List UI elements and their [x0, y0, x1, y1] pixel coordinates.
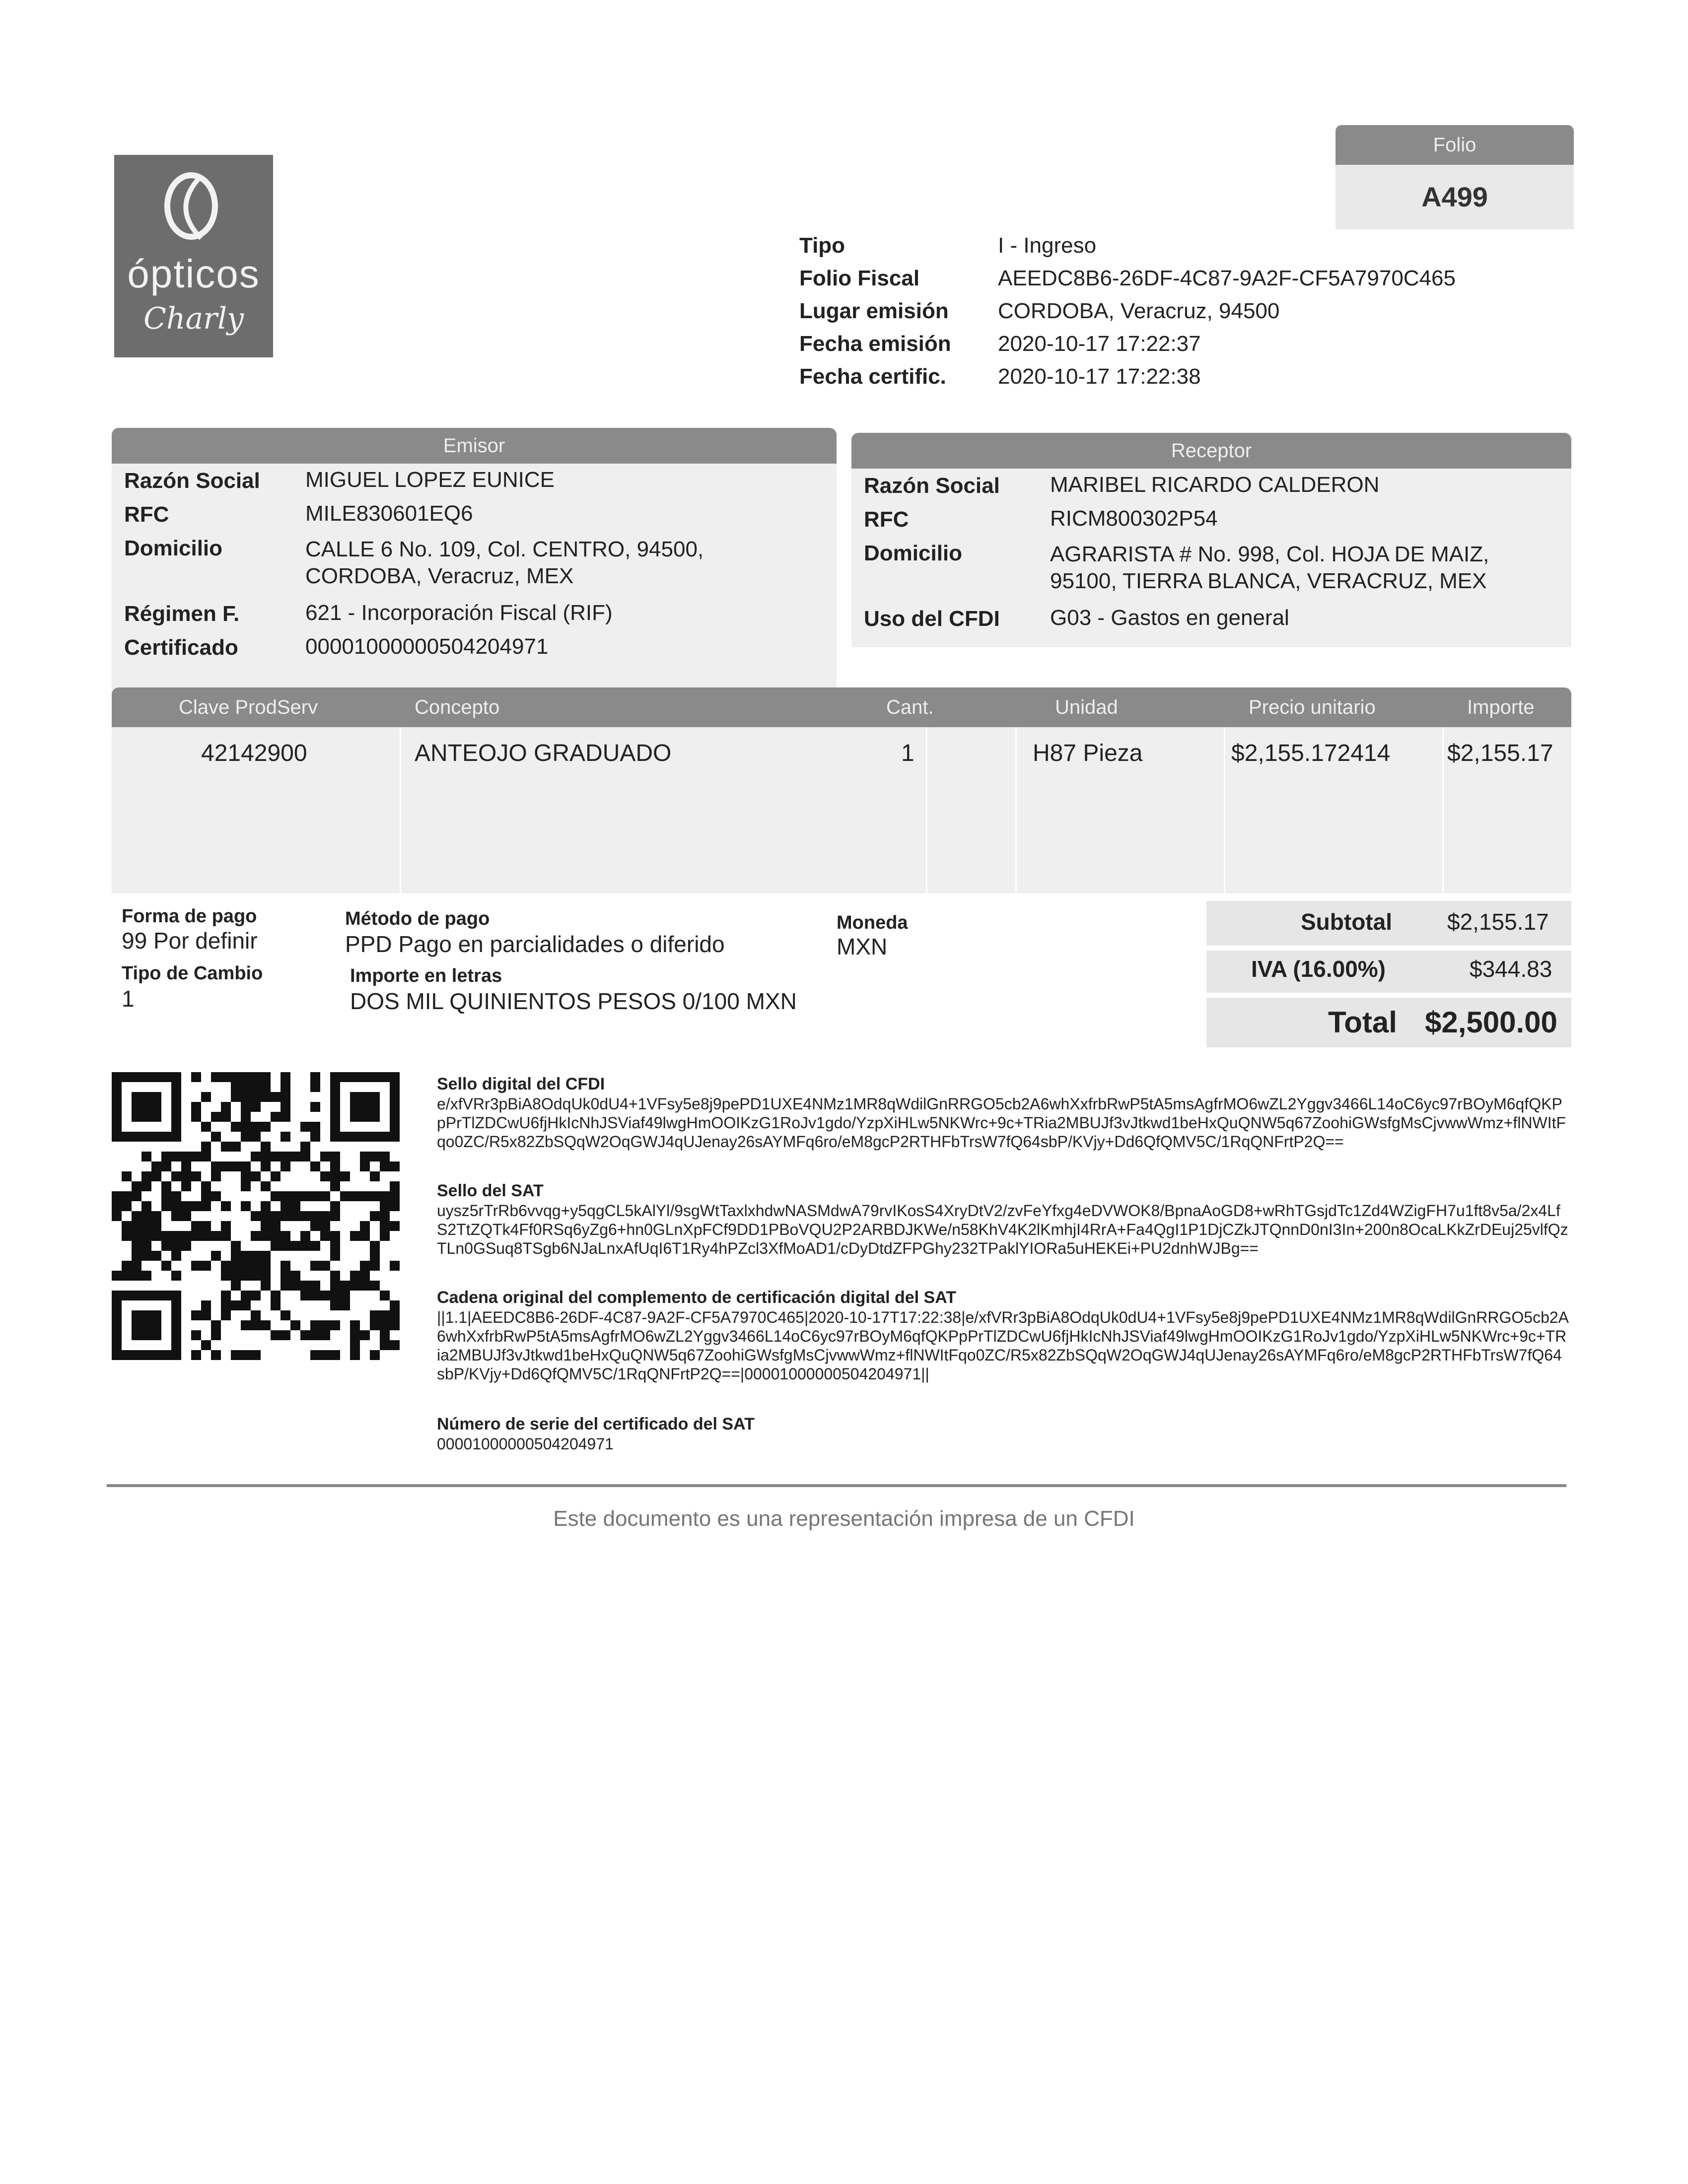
qr-code: [112, 1072, 400, 1360]
col-header-unidad: Unidad: [1055, 696, 1118, 718]
emisor-section: [112, 428, 837, 707]
col-header-importe: Importe: [1467, 696, 1535, 718]
emisor-certificado-label: Certificado: [124, 635, 238, 660]
col-header-cant: Cant.: [886, 696, 934, 718]
importe-letras-value: DOS MIL QUINIENTOS PESOS 0/100 MXN: [350, 988, 797, 1014]
logo-monogram-icon: [161, 169, 226, 243]
emisor-domicilio-value-line2: CORDOBA, Veracruz, MEX: [305, 564, 574, 588]
tipo-cambio-label: Tipo de Cambio: [122, 963, 263, 984]
iva-value: $344.83: [1470, 956, 1552, 982]
receptor-domicilio-value-line2: 95100, TIERRA BLANCA, VERACRUZ, MEX: [1050, 569, 1487, 593]
receptor-rfc-value: RICM800302P54: [1050, 506, 1218, 531]
col-header-clave: Clave ProdServ: [179, 696, 318, 718]
sello-sat-label: Sello del SAT: [437, 1181, 544, 1200]
fecha-emision-label: Fecha emisión: [799, 332, 951, 356]
emisor-rfc-label: RFC: [124, 502, 169, 527]
serie-certificado-value: 00001000000504204971: [437, 1435, 614, 1453]
moneda-label: Moneda: [837, 912, 908, 933]
cell-precio: $2,155.172414: [1231, 740, 1391, 766]
folio-fiscal-value: AEEDC8B6-26DF-4C87-9A2F-CF5A7970C465: [998, 266, 1456, 290]
fecha-emision-value: 2020-10-17 17:22:37: [998, 332, 1201, 356]
receptor-razon-label: Razón Social: [864, 474, 1000, 498]
cell-unidad: H87 Pieza: [1033, 740, 1143, 766]
iva-label: IVA (16.00%): [1251, 956, 1386, 982]
sello-sat-value: uysz5rTrRb6vvqg+y5qgCL5kAlYl/9sgWtTaxlxhdwNASMdwA79rvIKosS4XryDtV2/zvFeYfxg4eDVWOK8/BpnaAoGD8+wRhTGsjdTc1Zd4WZigFH7u1ft8v5a/2x4LfS2TtZQTk4Ff0RSq6yZg6+hn0GLnXpFCf9DD1PBoVQU2P2ARBDJKWe/n58KhV4K2lKmhjI4RrA+Fa4QgI1P1DjCZkJTQnnD0nI3In+200n8OcaLKkZrDEuj25vlfQzTLn0GSuq8TSgb6NJaLnxAfUqI6T1Ry4hPZcl3XfMoAD1/cDyDtdZFPGhy232TPaklYIORa5uHEKEi+PU2dnhWJBg==: [437, 1202, 1568, 1257]
receptor-body: [851, 469, 1571, 647]
subtotal-value: $2,155.17: [1447, 909, 1549, 935]
subtotal-label: Subtotal: [1301, 909, 1392, 935]
lugar-emision-value: CORDOBA, Veracruz, 94500: [998, 299, 1280, 323]
items-table-header: [112, 687, 1571, 727]
col-header-concepto: Concepto: [415, 696, 500, 718]
tipo-value: I - Ingreso: [998, 233, 1097, 258]
footer-note: Este documento es una representación impresa de un CFDI: [553, 1506, 1135, 1531]
receptor-uso-value: G03 - Gastos en general: [1050, 606, 1289, 630]
forma-pago-label: Forma de pago: [122, 906, 257, 927]
col-header-precio: Precio unitario: [1249, 696, 1376, 718]
metodo-pago-label: Método de pago: [345, 908, 490, 929]
tipo-cambio-value: 1: [122, 986, 135, 1012]
emisor-rfc-value: MILE830601EQ6: [305, 501, 473, 526]
cadena-original-label: Cadena original del complemento de certificación digital del SAT: [437, 1288, 957, 1307]
serie-certificado-label: Número de serie del certificado del SAT: [437, 1415, 755, 1433]
emisor-certificado-value: 00001000000504204971: [305, 634, 549, 659]
logo-script-text: Charly: [143, 301, 244, 336]
receptor-domicilio-value: AGRARISTA # No. 998, Col. HOJA DE MAIZ,: [1050, 542, 1489, 566]
emisor-domicilio-value: CALLE 6 No. 109, Col. CENTRO, 94500,: [305, 537, 704, 561]
sello-cfdi-value: e/xfVRr3pBiA8OdqUk0dU4+1VFsy5e8j9pePD1UXE4NMz1MR8qWdilGnRRGO5cb2A6whXxfrbRwP5tA5msAgfrMO6wZL2Yggv3466L14oC6yc97rBOyM6qfQKPpPrTlZDCwU6fjHkIcNhJSViaf49lwgHmOOIKzG1RoJv1gdo/YzpXiHLw5NKWrc+9c+TRia2MBUJf3vJtkwd1beHxQuQNW5q67ZoohiGWsfgMsCjvwwWmz+flNWItFqo0ZC/R5x82ZbSQqW2OqGWJ4qUJenay26sAYMFq6ro/eM8gcP2RTHFbTrsW7fQ64sbP/KVjy+Dd6QfQMV5C/1RqQNFrtP2Q==: [437, 1095, 1566, 1151]
importe-letras-label: Importe en letras: [350, 965, 502, 986]
cadena-original-value: ||1.1|AEEDC8B6-26DF-4C87-9A2F-CF5A7970C465|2020-10-17T17:22:38|e/xfVRr3pBiA8OdqUk0dU4+1VFsy5e8j9pePD1UXE4NMz1MR8qWdilGnRRGO5cb2A6whXxfrbRwP5tA5msAgfrMO6wZL2Yggv3466L14oC6yc97rBOyM6qfQKPpPrTlZDCwU6fjHkIcNhJSViaf49lwgHmOOIKzG1RoJv1gdo/YzpXiHLw5NKWrc+9c+TRia2MBUJf3vJtkwd1beHxQuQNW5q67ZoohiGWsfgMsCjvwwWmz+flNWItFqo0ZC/R5x82ZbSQqW2OqGWJ4qUJenay26sAYMFq6ro/eM8gcP2RTHFbTrsW7fQ64sbP/KVjy+Dd6QfQMV5C/1RqQNFrtP2Q==|00001000000504204971||: [437, 1308, 1569, 1383]
emisor-razon-label: Razón Social: [124, 469, 260, 493]
col-divider: [926, 727, 1017, 893]
fecha-certific-label: Fecha certific.: [799, 364, 946, 389]
folio-fiscal-label: Folio Fiscal: [799, 266, 920, 290]
fecha-certific-value: 2020-10-17 17:22:38: [998, 364, 1201, 389]
emisor-body: [112, 464, 837, 707]
folio-value: A499: [1336, 165, 1574, 229]
emisor-title: Emisor: [112, 428, 837, 464]
cell-cant: 1: [901, 740, 914, 766]
total-label: Total: [1328, 1006, 1397, 1039]
receptor-section: [851, 433, 1571, 647]
emisor-regimen-value: 621 - Incorporación Fiscal (RIF): [305, 601, 613, 625]
receptor-rfc-label: RFC: [864, 507, 909, 532]
receptor-razon-value: MARIBEL RICARDO CALDERON: [1050, 473, 1380, 497]
cell-concepto: ANTEOJO GRADUADO: [415, 740, 672, 766]
logo-brand-text: ópticos: [127, 252, 260, 296]
footer-divider: [107, 1484, 1566, 1487]
receptor-title: Receptor: [851, 433, 1571, 469]
cell-importe: $2,155.17: [1447, 740, 1553, 766]
forma-pago-value: 99 Por definir: [122, 928, 258, 954]
total-value: $2,500.00: [1425, 1006, 1557, 1039]
tipo-label: Tipo: [799, 233, 845, 258]
sello-cfdi-label: Sello digital del CFDI: [437, 1075, 605, 1093]
lugar-emision-label: Lugar emisión: [799, 299, 949, 323]
folio-label: Folio: [1336, 125, 1574, 165]
receptor-domicilio-label: Domicilio: [864, 541, 963, 565]
emisor-regimen-label: Régimen F.: [124, 602, 240, 626]
metodo-pago-value: PPD Pago en parcialidades o diferido: [345, 931, 725, 957]
emisor-razon-value: MIGUEL LOPEZ EUNICE: [305, 468, 555, 492]
moneda-value: MXN: [837, 934, 888, 959]
receptor-uso-label: Uso del CFDI: [864, 607, 1000, 631]
cell-clave: 42142900: [201, 740, 307, 766]
emisor-domicilio-label: Domicilio: [124, 536, 223, 560]
company-logo: [114, 155, 273, 357]
